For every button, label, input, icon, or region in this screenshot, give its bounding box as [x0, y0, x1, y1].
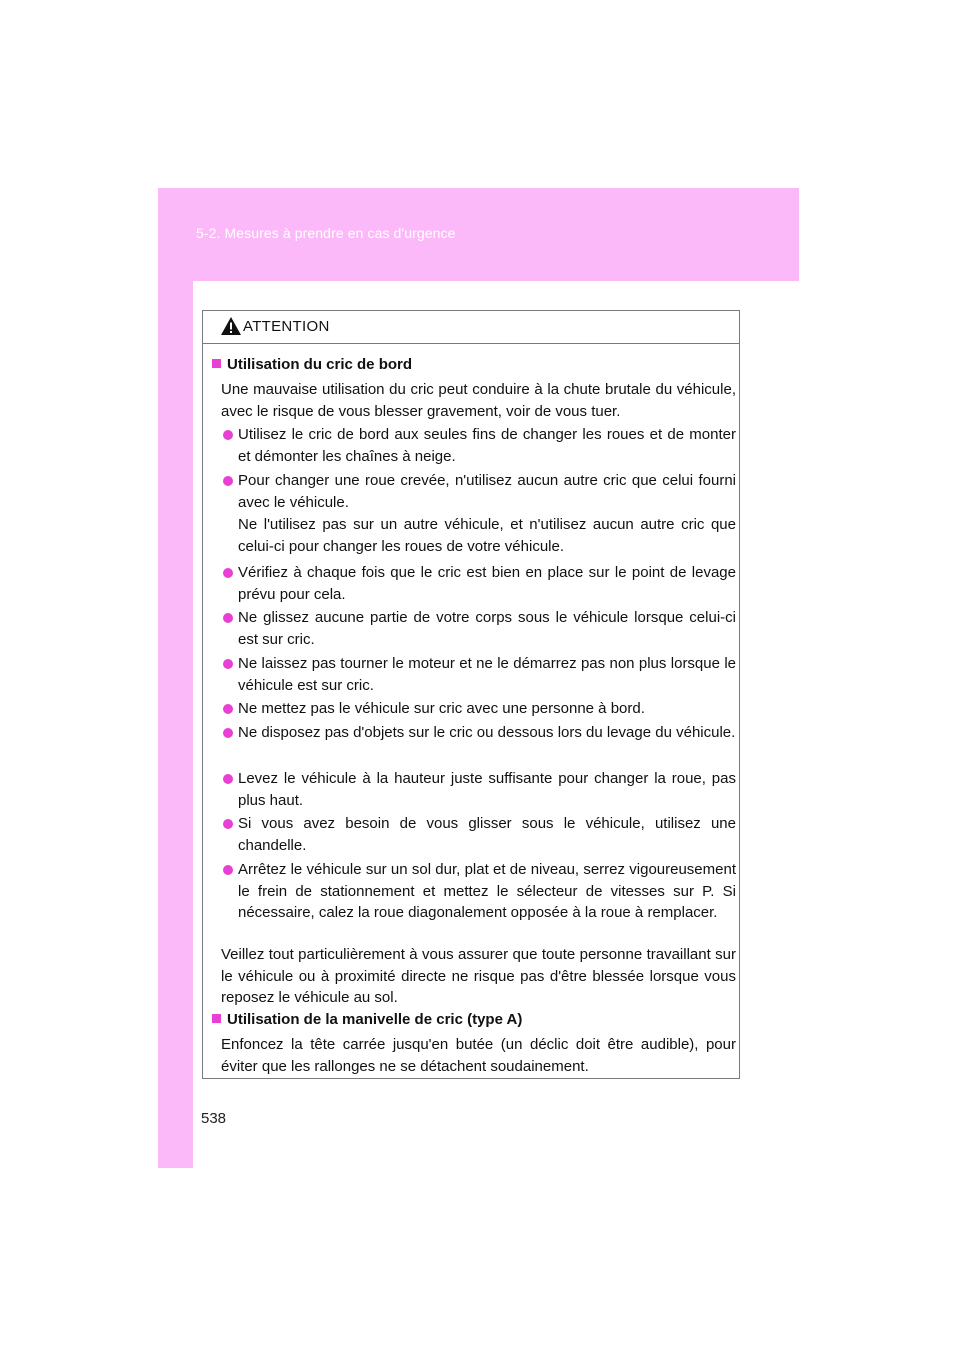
circle-bullet-icon — [223, 865, 233, 875]
section-title: Utilisation de la manivelle de cric (type A) — [212, 1011, 522, 1028]
section-intro: Enfoncez la tête carrée jusqu'en butée (un déclic doit être audible), pour éviter que les rallonges ne se détachent soudainement. — [221, 1036, 736, 1075]
bullet-item: Vérifiez à chaque fois que le cric est bien en place sur le point de levage prévu pour cela. — [222, 562, 736, 605]
header-band — [158, 188, 799, 281]
bullet-item: Levez le véhicule à la hauteur juste suffisante pour changer la roue, pas plus haut. — [222, 768, 736, 811]
square-bullet-icon — [212, 359, 221, 368]
bullet-continuation: Ne l'utilisez pas sur un autre véhicule, et n'utilisez aucun autre cric que celui-ci pour changer les roues de votre véhicule. — [238, 516, 736, 555]
circle-bullet-icon — [223, 774, 233, 784]
section-header-title: 5-2. Mesures à prendre en cas d'urgence — [196, 225, 456, 241]
bullet-item: Ne disposez pas d'objets sur le cric ou dessous lors du levage du véhicule. — [222, 722, 736, 744]
circle-bullet-icon — [223, 728, 233, 738]
attention-header — [203, 311, 739, 344]
bullet-item: Arrêtez le véhicule sur un sol dur, plat et de niveau, serrez vigoureusement le frein de stationnement et mettez le sélecteur de vitesses sur P. Si nécessaire, calez la roue diagonalement opposée à la roue à remplacer. — [222, 859, 736, 924]
circle-bullet-icon — [223, 819, 233, 829]
circle-bullet-icon — [223, 430, 233, 440]
bullet-item: Ne glissez aucune partie de votre corps sous le véhicule lorsque celui-ci est sur cric. — [222, 607, 736, 650]
section-outro: Veillez tout particulièrement à vous assurer que toute personne travaillant sur le véhicule ou à proximité directe ne risque pas d'être blessée lorsque vous reposez le véhicule au sol. — [221, 946, 736, 1007]
section-intro: Une mauvaise utilisation du cric peut conduire à la chute brutale du véhicule, avec le risque de vous blesser gravement, voir de vous tuer. — [221, 381, 736, 420]
circle-bullet-icon — [223, 568, 233, 578]
circle-bullet-icon — [223, 659, 233, 669]
bullet-item: Pour changer une roue crevée, n'utilisez aucun autre cric que celui fourni avec le véhicule. — [222, 470, 736, 513]
attention-box — [202, 310, 740, 1079]
circle-bullet-icon — [223, 704, 233, 714]
side-band — [158, 281, 193, 1168]
bullet-item: Ne mettez pas le véhicule sur cric avec une personne à bord. — [222, 698, 736, 720]
circle-bullet-icon — [223, 613, 233, 623]
section-title: Utilisation du cric de bord — [212, 356, 412, 373]
bullet-item: Ne laissez pas tourner le moteur et ne le démarrez pas non plus lorsque le véhicule est sur cric. — [222, 653, 736, 696]
bullet-item: Utilisez le cric de bord aux seules fins de changer les roues et de monter et démonter les chaînes à neige. — [222, 424, 736, 467]
circle-bullet-icon — [223, 476, 233, 486]
bullet-item: Si vous avez besoin de vous glisser sous le véhicule, utilisez une chandelle. — [222, 813, 736, 856]
square-bullet-icon — [212, 1014, 221, 1023]
attention-label: ATTENTION — [243, 318, 330, 335]
page-number: 538 — [201, 1110, 227, 1127]
warning-triangle-icon — [220, 316, 242, 336]
